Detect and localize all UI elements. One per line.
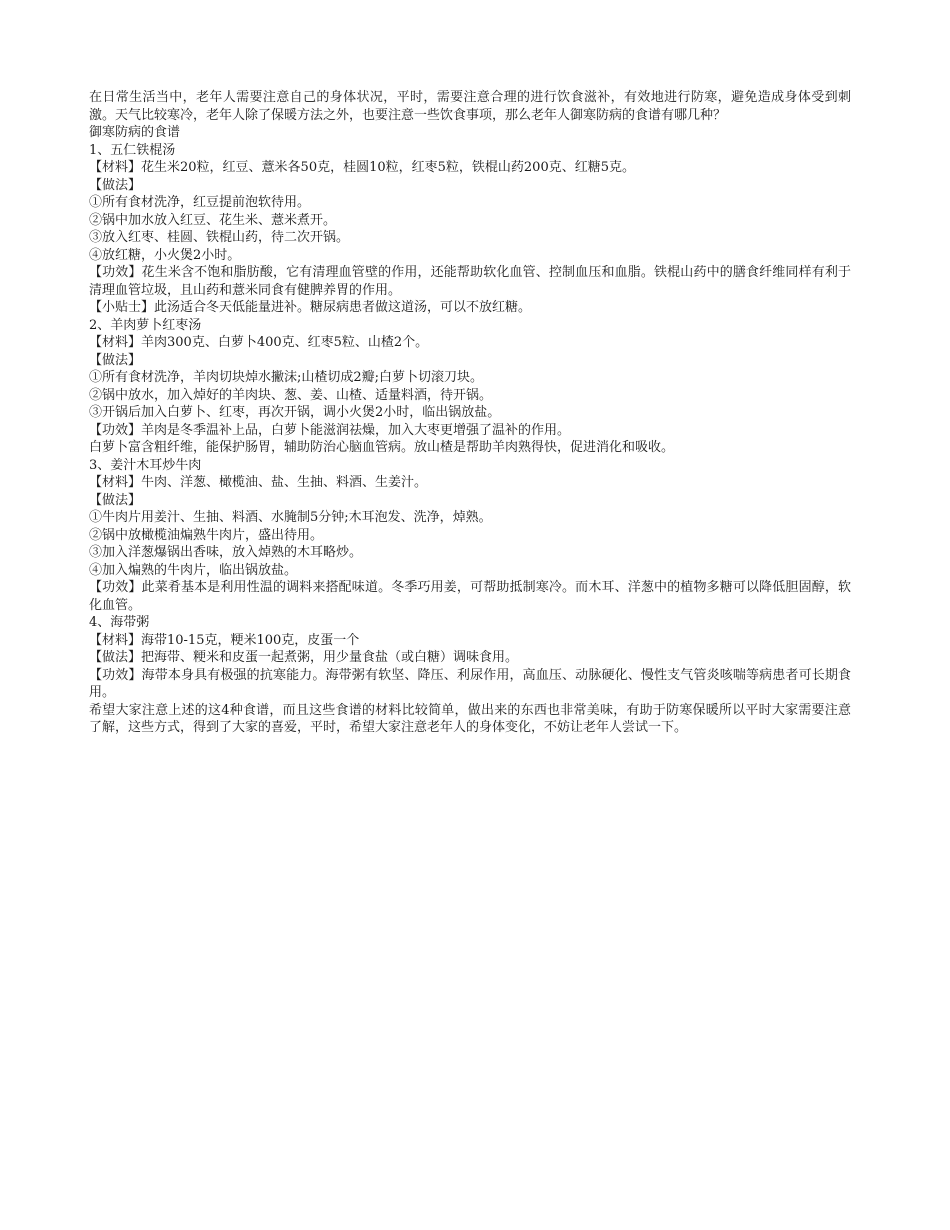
recipe-2-step-3: ③开锅后加入白萝卜、红枣，再次开锅，调小火煲2小时，临出锅放盐。 <box>89 405 501 420</box>
recipe-3-method-label: 【做法】 <box>89 492 142 508</box>
section-title: 御寒防病的食谱 <box>89 125 181 140</box>
recipe-1-step-1: ①所有食材洗净，红豆提前泡软待用。 <box>89 195 311 210</box>
recipe-1-materials: 【材料】花生米20粒，红豆、薏米各50克，桂圆10粒，红枣5粒，铁棍山药200克、红糖5克。 <box>89 160 635 175</box>
recipe-1-method-label: 【做法】 <box>89 177 142 193</box>
recipe-2-title: 2、羊肉萝卜红枣汤 <box>89 317 202 333</box>
recipe-1-step-4: ④放红糖，小火煲2小时。 <box>89 247 241 263</box>
intro-paragraph: 在日常生活当中，老年人需要注意自己的身体状况，平时，需要注意合理的进行饮食滋补，有效地进行防寒，避免造成身体受到刺激。天气比较寒冷，老年人除了保暖方法之外，也要注意一些饮食事项，那么老年人御寒防病的食谱有哪几种？ <box>89 90 851 123</box>
recipe-1-effect: 【功效】花生米含不饱和脂肪酸，它有清理血管壁的作用，还能帮助软化血管、控制血压和血脂。铁棍山药中的膳食纤维同样有利于清理血管垃圾，且山药和薏米同食有健脾养胃的作用。 <box>89 265 851 298</box>
recipe-4-effect: 【功效】海带本身具有极强的抗寒能力。海带粥有软坚、降压、利尿作用，高血压、动脉硬化、慢性支气管炎咳喘等病患者可长期食用。 <box>89 667 851 700</box>
recipe-4-materials: 【材料】海带10-15克，粳米100克，皮蛋一个 <box>89 632 360 648</box>
recipe-3-title: 3、姜汁木耳炒牛肉 <box>89 457 202 473</box>
recipe-2-extra: 白萝卜富含粗纤维，能保护肠胃，辅助防治心脑血管病。放山楂是帮助羊肉熟得快，促进消化和吸收。 <box>89 440 675 455</box>
recipe-3-step-3: ③加入洋葱爆锅出香味，放入焯熟的木耳略炒。 <box>89 545 363 560</box>
recipe-1-step-3: ③放入红枣、桂圆、铁棍山药，待二次开锅。 <box>89 230 350 245</box>
recipe-2-method-label: 【做法】 <box>89 352 142 368</box>
recipe-3-materials: 【材料】牛肉、洋葱、橄榄油、盐、生抽、料酒、生姜汁。 <box>89 475 428 490</box>
recipe-3-step-1: ①牛肉片用姜汁、生抽、料酒、水腌制5分钟;木耳泡发、洗净，焯熟。 <box>89 510 492 525</box>
recipe-1-title: 1、五仁铁棍汤 <box>89 142 176 158</box>
recipe-2-step-2: ②锅中放水，加入焯好的羊肉块、葱、姜、山楂、适量料酒，待开锅。 <box>89 387 493 403</box>
article-body <box>89 89 851 737</box>
recipe-2-effect: 【功效】羊肉是冬季温补上品，白萝卜能滋润祛燥，加入大枣更增强了温补的作用。 <box>89 422 571 438</box>
conclusion-paragraph: 希望大家注意上述的这4种食谱，而且这些食谱的材料比较简单，做出来的东西也非常美味，有助于防寒保暖所以平时大家需要注意了解，这些方式，得到了大家的喜爱，平时，希望大家注意老年人的身体变化，不妨让老年人尝试一下。 <box>89 702 851 735</box>
recipe-3-step-2: ②锅中放橄榄油煸熟牛肉片，盛出待用。 <box>89 527 324 543</box>
recipe-3-effect: 【功效】此菜肴基本是利用性温的调料来搭配味道。冬季巧用姜，可帮助抵制寒冷。而木耳、洋葱中的植物多糖可以降低胆固醇，软化血管。 <box>89 580 851 613</box>
recipe-1-tip: 【小贴士】此汤适合冬天低能量进补。糖尿病患者做这道汤，可以不放红糖。 <box>89 300 532 315</box>
recipe-2-materials: 【材料】羊肉300克、白萝卜400克、红枣5粒、山楂2个。 <box>89 335 429 350</box>
recipe-3-step-4: ④加入煸熟的牛肉片，临出锅放盐。 <box>89 562 298 578</box>
recipe-2-step-1: ①所有食材洗净，羊肉切块焯水撇沫;山楂切成2瓣;白萝卜切滚刀块。 <box>89 370 484 385</box>
recipe-1-step-2: ②锅中加水放入红豆、花生米、薏米煮开。 <box>89 212 337 228</box>
recipe-4-method: 【做法】把海带、粳米和皮蛋一起煮粥，用少量食盐（或白糖）调味食用。 <box>89 650 519 665</box>
recipe-4-title: 4、海带粥 <box>89 615 150 630</box>
